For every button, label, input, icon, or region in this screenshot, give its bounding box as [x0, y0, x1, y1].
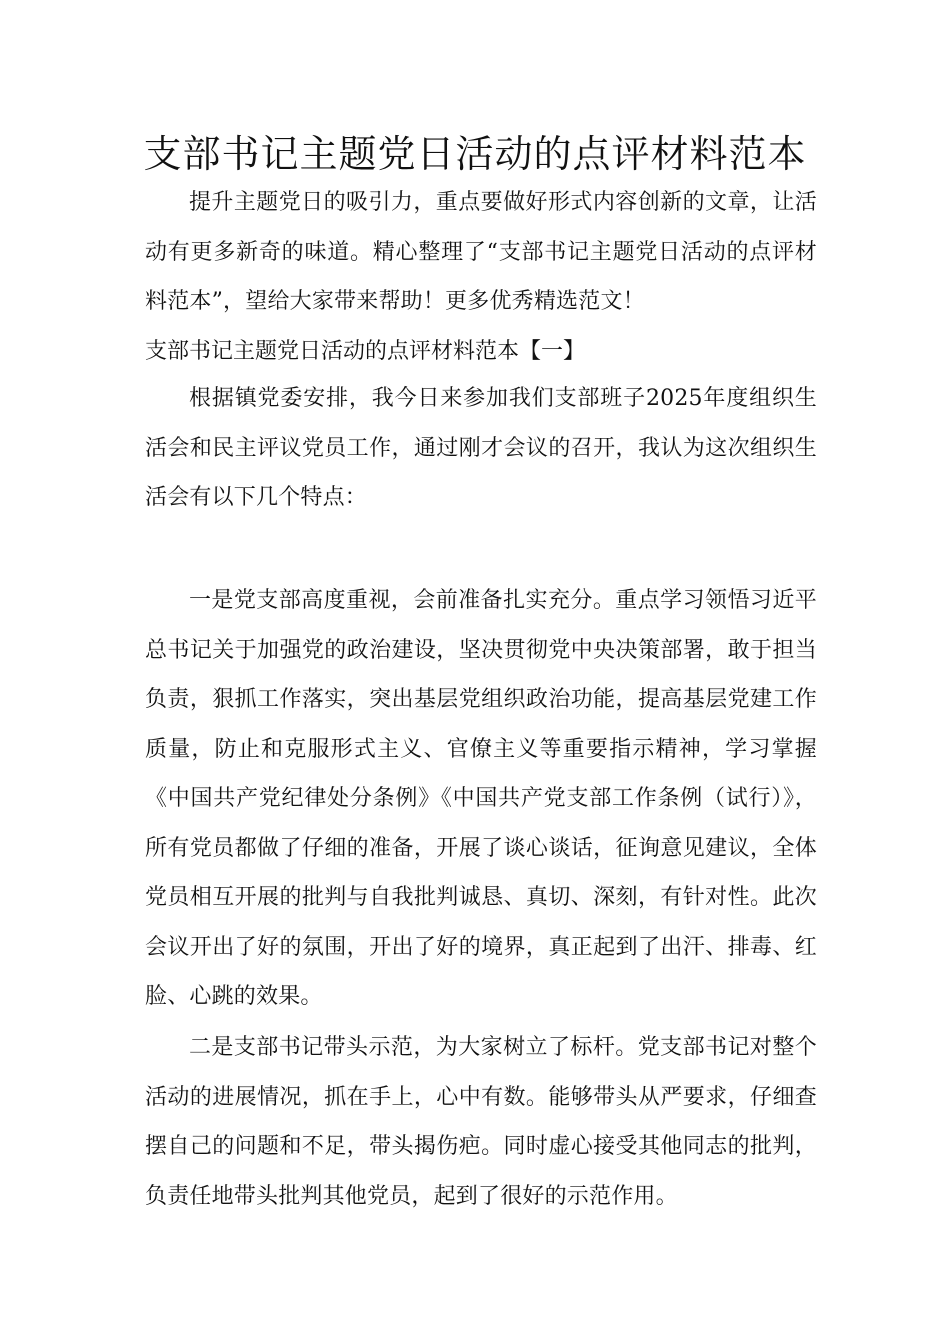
document-title: 支部书记主题党日活动的点评材料范本 [143, 132, 807, 176]
paragraph-2: 一是党支部高度重视，会前准备扎实充分。重点学习领悟习近平总书记关于加强党的政治建设，坚决贯彻党中央决策部署，敢于担当负责，狠抓工作落实，突出基层党组织政治功能，提高基层党建工作质量，防止和克服形式主义、官僚主义等重要指示精神，学习掌握《中国共产党纪律处分条例》《中国共产党支部工作条例（试行）》，所有党员都做了仔细的准备，开展了谈心谈话，征询意见建议，全体党员相互开展的批判与自我批判诚恳、真切、深刻，有针对性。此次会议开出了好的氛围，开出了好的境界，真正起到了出汗、排毒、红脸、心跳的效果。 [145, 588, 817, 1009]
intro-paragraph: 提升主题党日的吸引力，重点要做好形式内容创新的文章，让活动有更多新奇的味道。精心整理了“支部书记主题党日活动的点评材料范本”，望给大家带来帮助！更多优秀精选范文！ [145, 190, 817, 314]
paragraph-3: 二是支部书记带头示范，为大家树立了标杆。党支部书记对整个活动的进展情况，抓在手上，心中有数。能够带头从严要求，仔细查摆自己的问题和不足，带头揭伤疤。同时虚心接受其他同志的批判，负责任地带头批判其他党员，起到了很好的示范作用。 [145, 1035, 817, 1209]
paragraph-1: 根据镇党委安排，我今日来参加我们支部班子2025年度组织生活会和民主评议党员工作，通过刚才会议的召开，我认为这次组织生活会有以下几个特点： [145, 386, 817, 510]
section-heading: 支部书记主题党日活动的点评材料范本【一】 [145, 339, 586, 364]
